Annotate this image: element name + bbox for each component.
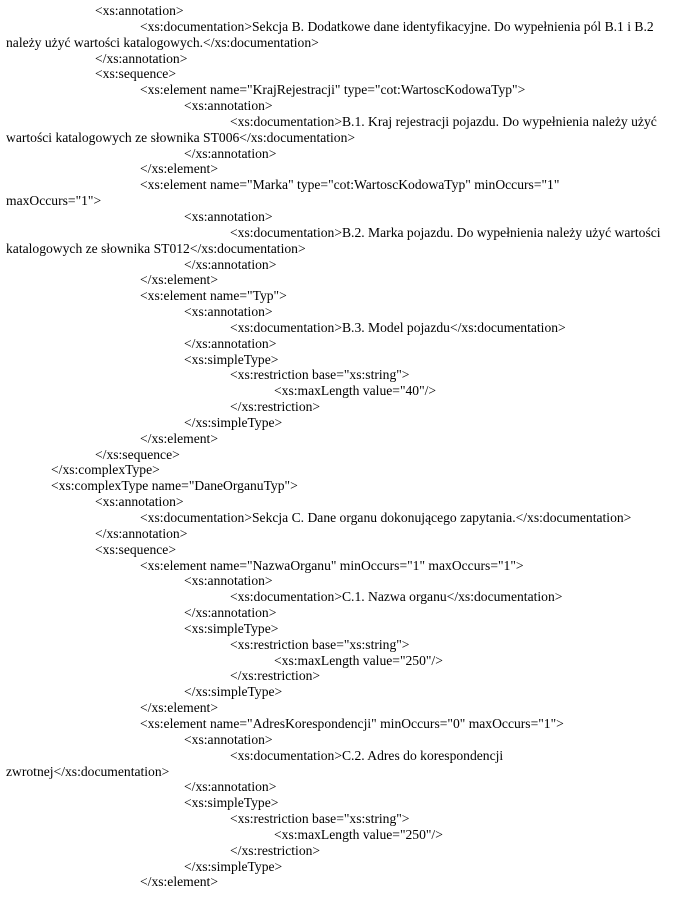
- xml-line: <xs:element name="Marka" type="cot:WartoscKodowaTyp" minOccurs="1": [140, 177, 560, 193]
- xml-line: <xs:documentation>B.1. Kraj rejestracji pojazdu. Do wypełnienia należy użyć: [230, 113, 657, 129]
- xml-line: <xs:annotation>: [95, 494, 184, 510]
- xml-line: <xs:documentation>Sekcja C. Dane organu dokonującego zapytania.</xs:documentation>: [140, 510, 632, 525]
- xml-line: <xs:restriction base="xs:string">: [230, 636, 410, 652]
- xml-line: <xs:element name="Typ">: [140, 288, 287, 304]
- xml-line: <xs:maxLength value="250"/>: [274, 826, 443, 842]
- xml-line: <xs:documentation>C.1. Nazwa organu</xs:documentation>: [230, 589, 563, 605]
- xml-line: </xs:element>: [140, 430, 218, 446]
- xml-line: <xs:documentation>B.2. Marka pojazdu. Do wypełnienia należy użyć wartości: [230, 224, 661, 240]
- xml-line: </xs:element>: [140, 161, 218, 177]
- xml-line: <xs:simpleType>: [184, 351, 279, 367]
- xml-line: <xs:annotation>: [184, 573, 273, 589]
- xml-line: <xs:element name="NazwaOrganu" minOccurs="1" maxOccurs="1">: [140, 557, 524, 573]
- xml-line: </xs:annotation>: [184, 145, 277, 161]
- xml-line: <xs:annotation>: [184, 98, 273, 114]
- xml-line: </xs:element>: [140, 272, 218, 288]
- xml-line: </xs:simpleType>: [184, 858, 283, 874]
- xml-line: <xs:annotation>: [184, 731, 273, 747]
- xml-line: </xs:simpleType>: [184, 414, 283, 430]
- xml-line: </xs:restriction>: [230, 842, 321, 858]
- xml-line: </xs:complexType>: [51, 462, 160, 478]
- xml-line: <xs:documentation>Sekcja B. Dodatkowe dane identyfikacyjne. Do wypełnienia pól B.1 i B.2: [140, 18, 654, 34]
- xml-line: </xs:element>: [140, 700, 218, 716]
- xml-line: </xs:annotation>: [95, 50, 188, 66]
- xml-line: </xs:element>: [140, 874, 218, 890]
- xml-line: <xs:element name="KrajRejestracji" type="cot:WartoscKodowaTyp">: [140, 82, 526, 98]
- xml-wrapped-line: wartości katalogowych ze słownika ST006</xs:documentation>: [6, 129, 356, 145]
- xml-line: <xs:simpleType>: [184, 795, 279, 811]
- xml-line: <xs:sequence>: [95, 541, 177, 557]
- xml-line: </xs:simpleType>: [184, 684, 283, 700]
- xml-line: </xs:sequence>: [95, 446, 180, 462]
- xsd-document-body: [6, 3, 682, 890]
- xml-line: <xs:maxLength value="40"/>: [274, 383, 437, 399]
- xml-line: <xs:documentation>C.2. Adres do korespondencji: [230, 747, 504, 763]
- xml-line: <xs:maxLength value="250"/>: [274, 652, 443, 668]
- xml-line: <xs:restriction base="xs:string">: [230, 811, 410, 827]
- xml-line: </xs:annotation>: [184, 256, 277, 272]
- xml-line: <xs:complexType name="DaneOrganuTyp">: [51, 478, 298, 494]
- xml-wrapped-line: maxOccurs="1">: [6, 193, 102, 209]
- xml-line: </xs:restriction>: [230, 668, 321, 684]
- xml-line: </xs:annotation>: [95, 525, 188, 541]
- xml-line: <xs:restriction base="xs:string">: [230, 367, 410, 383]
- xml-wrapped-line: zwrotnej</xs:documentation>: [6, 763, 170, 779]
- xml-line: </xs:annotation>: [184, 779, 277, 795]
- xml-line: <xs:annotation>: [184, 208, 273, 224]
- xml-line: <xs:documentation>B.3. Model pojazdu</xs:documentation>: [230, 319, 566, 335]
- xml-line: <xs:sequence>: [95, 66, 177, 82]
- xml-line: <xs:annotation>: [184, 304, 273, 320]
- xml-line: <xs:element name="AdresKorespondencji" minOccurs="0" maxOccurs="1">: [140, 715, 564, 731]
- xml-line: </xs:restriction>: [230, 399, 321, 415]
- xml-wrapped-line: należy użyć wartości katalogowych.</xs:documentation>: [6, 34, 319, 50]
- xml-line: <xs:annotation>: [95, 3, 184, 18]
- xml-line: </xs:annotation>: [184, 605, 277, 621]
- xml-line: <xs:simpleType>: [184, 620, 279, 636]
- xml-line: </xs:annotation>: [184, 335, 277, 351]
- xml-wrapped-line: katalogowych ze słownika ST012</xs:documentation>: [6, 240, 306, 256]
